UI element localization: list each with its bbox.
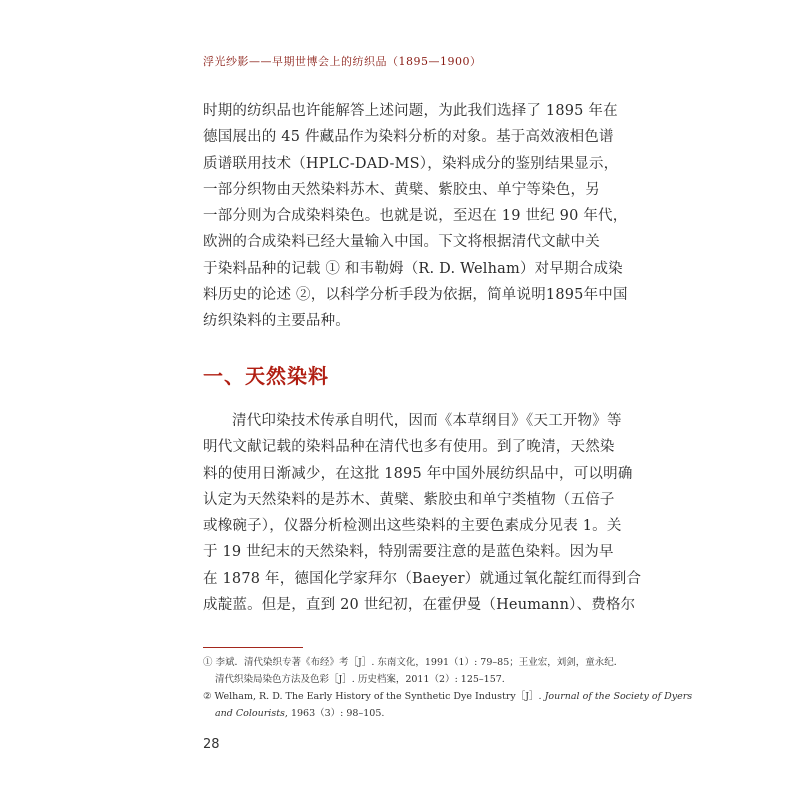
text-line: 德国展出的 45 件藏品作为染料分析的对象。基于高效液相色谱 [203,129,614,146]
footnote-line: ① 李斌．清代染织专著《布经》考［J］. 东南文化，1991（1）: 79–85；王业宏，刘剑，童永纪． [203,657,624,668]
text-line: 在 1878 年，德国化学家拜尔（Baeyer）就通过氧化靛红而得到合 [203,570,642,587]
text-line: 成靛蓝。但是，直到 20 世纪初，在霍伊曼（Heumann）、费格尔 [203,597,636,614]
footnote-line: 清代织染局染色方法及色彩［J］. 历史档案，2011（2）: 125–157. [215,674,505,685]
text-line: 纺织染料的主要品种。 [203,313,350,330]
footnote-text: , 1963（3）: 98–105. [284,708,385,719]
text-line: 清代印染技术传承自明代，因而《本草纲目》《天工开物》等 [232,413,622,429]
footnote-line [203,705,600,722]
journal-title: Journal of the Society of Dyers [544,691,693,702]
text-line: 料的使用日渐减少，在这批 1895 年中国外展纺织品中，可以明确 [203,465,633,482]
text-line: 于 19 世纪末的天然染料，特别需要注意的是蓝色染料。因为早 [203,544,614,561]
footnote-1 [203,654,624,688]
text-line: 明代文献记载的染料品种在清代也多有使用。到了晚清，天然染 [203,439,615,456]
text-line: 质谱联用技术（HPLC-DAD-MS），染料成分的鉴别结果显示， [203,155,619,172]
section-heading: 一、天然染料 [203,364,329,388]
body-paragraph-2 [203,408,642,618]
text-line: 欧洲的合成染料已经大量输入中国。下文将根据清代文献中关 [203,234,600,251]
text-line: 认定为天然染料的是苏木、黄檗、紫胶虫和单宁类植物（五倍子 [203,491,615,508]
text-line: 一部分则为合成染料染色。也就是说，至迟在 19 世纪 90 年代， [203,208,628,225]
text-line: 或橡碗子），仪器分析检测出这些染料的主要色素成分见表 1。关 [203,518,622,535]
page-number: 28 [203,737,220,752]
footnote-2 [203,688,693,722]
text-line: 时期的纺织品也许能解答上述问题，为此我们选择了 1895 年在 [203,103,618,119]
footnote-text: ② Welham, R. D. The Early History of the Synthetic Dye Industry［J］. [203,691,545,702]
text-line: 料历史的论述 ②，以科学分析手段为依据，简单说明1895年中国 [203,287,628,304]
body-paragraph-1 [203,98,628,335]
text-line: 一部分织物由天然染料苏木、黄檗、紫胶虫、单宁等染色，另 [203,181,600,198]
footnote-line [203,688,693,705]
footnote-divider [203,647,303,648]
journal-title: and Colourists [215,708,285,719]
running-head: 浮光纱影——早期世博会上的纺织品（1895—1900） [203,55,482,68]
text-line: 于染料品种的记载 ① 和韦勒姆（R. D. Welham）对早期合成染 [203,260,623,277]
